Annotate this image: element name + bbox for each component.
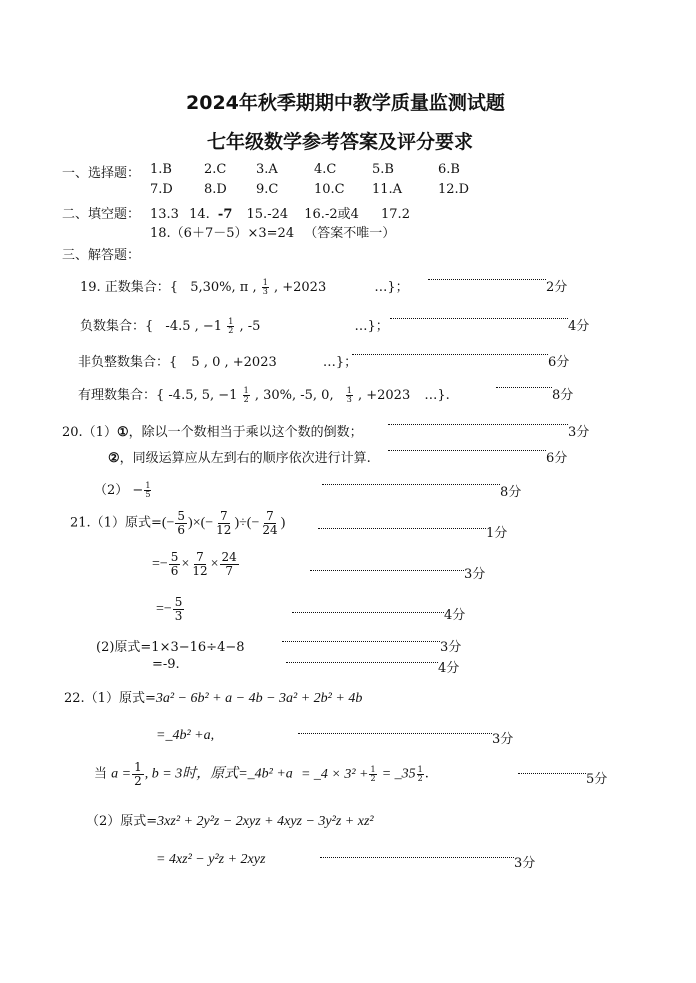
q22-s3-dots xyxy=(320,857,514,858)
q22-line1 xyxy=(64,687,362,707)
q21-line1: 21.（1）原式=(− $\frac{5}{6}$ )×(− $\frac{7}{12}$ )÷(− $\frac{7}{24}$ ) xyxy=(70,509,286,537)
q22-line2 xyxy=(156,728,214,744)
q22-expr4: = 4xz² − y²z + 2xyz xyxy=(156,852,266,867)
q19-nonneg-end: …}； xyxy=(322,355,358,370)
q22-s3-score: 3分 xyxy=(514,856,536,871)
q20-circle-2: ② xyxy=(108,451,120,466)
q21-part2-result: =-9. xyxy=(152,657,180,672)
q19-neg-tail: , -5 xyxy=(239,319,261,334)
q19-neg-end: …}； xyxy=(354,319,389,334)
choice-answer-row2-3: 9.C xyxy=(256,182,279,197)
q19-nonneg-score: 6分 xyxy=(548,355,570,370)
doc-subtitle: 七年级数学参考答案及评分要求 xyxy=(207,131,474,153)
q19-pos-score: 2分 xyxy=(546,280,568,295)
q19-nonneg-dots xyxy=(352,354,548,355)
q20-ans2-sign: − xyxy=(132,483,144,498)
choice-answer-row1-6: 6.B xyxy=(438,162,460,177)
q19-neg-label: 负数集合：{ xyxy=(80,319,154,334)
choice-answer-row1-2: 2.C xyxy=(204,162,227,177)
answer-18-note: （答案不唯一） xyxy=(304,226,396,241)
q21-s1-score: 1分 xyxy=(486,526,508,541)
q19-neg-dots xyxy=(390,318,568,319)
q20-s2-dots xyxy=(388,450,546,451)
q20-s1-dots xyxy=(388,424,568,425)
fill-answers xyxy=(150,203,410,222)
q22-part2 xyxy=(86,810,374,830)
q19-rat-frac1: $\frac{1}{2}$ xyxy=(243,386,249,404)
answer-17: 17.2 xyxy=(381,207,410,222)
q22-s2-dots xyxy=(518,773,586,774)
q21-s5-dots xyxy=(286,662,438,663)
q20-s2-score: 6分 xyxy=(546,451,568,466)
q21-line3: =− $\frac{5}{3}$ xyxy=(156,595,183,623)
q19-pos-items: 5,30%, π , xyxy=(190,280,257,295)
q22-expr3: 3xz² + 2y²z − 2xyz + 4xyz − 3y²z + xz² xyxy=(157,814,374,829)
choice-answer-row1-1: 1.B xyxy=(150,162,172,177)
answer-18-line xyxy=(150,222,395,241)
q19-pos-label: 19. 正数集合：{ xyxy=(80,280,179,295)
answer-18: 18.（6＋7－5）×3=24 xyxy=(150,226,295,241)
choice-answer-row2-4: 10.C xyxy=(314,182,345,197)
choice-answer-row2-6: 12.D xyxy=(438,182,470,197)
q20-circle-1: ① xyxy=(116,425,129,440)
q22-expr2: =_4b² +a, xyxy=(156,728,215,743)
q22-expr1: 3a² − 6b² + a − 4b − 3a² + 2b² + 4b xyxy=(155,691,363,706)
choice-answer-row1-3: 3.A xyxy=(256,162,278,177)
q19-neg-items: -4.5 , −1 xyxy=(165,319,223,334)
q19-pos-dots xyxy=(428,279,546,280)
q19-nonneg-set xyxy=(78,351,357,370)
q20-t2: ，同级运算应从左到右的顺序依次进行计算. xyxy=(119,451,371,466)
answer-13: 13.3 xyxy=(150,207,179,222)
q22-p2-label: （2）原式= xyxy=(86,814,158,829)
q20-s1-score: 3分 xyxy=(568,425,590,440)
q19-neg-score: 4分 xyxy=(568,319,590,334)
choice-answer-row2-5: 11.A xyxy=(372,182,403,197)
q20-part1 xyxy=(62,421,363,440)
q19-nonneg-items: 5 , 0 , +2023 xyxy=(191,355,277,370)
q20-s3-dots xyxy=(322,484,500,485)
q19-rat-mid: −1 xyxy=(218,388,238,403)
q21-s3-dots xyxy=(292,612,444,613)
q20-part1b xyxy=(108,447,371,466)
q19-nonneg-label: 非负整数集合：{ xyxy=(78,355,178,370)
choice-answer-row2-1: 7.D xyxy=(150,182,173,197)
q21-p1-label: 21.（1）原式= xyxy=(70,515,162,531)
q21-part2: (2)原式=1×3−16÷4−8 xyxy=(96,640,245,655)
choice-answer-row1-4: 4.C xyxy=(314,162,337,177)
q21-s4-score: 3分 xyxy=(440,640,462,655)
q22-line3: 当 a = $\frac{1}{2}$ , b = 3时，原式=_4b² +a = _4 × 3² + $\frac{1}{2}$ = _35 $\frac{1}{2}$ . xyxy=(94,760,429,788)
q19-rat-dots xyxy=(496,387,552,388)
answer-14-value: -7 xyxy=(217,207,233,222)
q22-part2-result xyxy=(156,852,265,868)
choice-answer-row2-2: 8.D xyxy=(204,182,227,197)
q19-rat-end: …}. xyxy=(424,388,450,403)
q21-s2-score: 3分 xyxy=(464,567,486,582)
q19-rat-frac2: $\frac{1}{3}$ xyxy=(346,386,352,404)
q19-rational-set xyxy=(78,384,450,404)
q19-rat-score: 8分 xyxy=(552,388,574,403)
q19-pos-end: …}； xyxy=(374,280,409,295)
q19-rat-items: , 30%, -5, 0, xyxy=(254,388,334,403)
q20-ans2-frac: $\frac{1}{5}$ xyxy=(145,481,151,499)
q22-s1-dots xyxy=(298,733,492,734)
q20-p1-label: 20.（1） xyxy=(62,425,117,440)
answer-16: 16.-2或4 xyxy=(304,207,359,222)
q22-s2-score: 5分 xyxy=(586,772,608,787)
q21-line2: =− $\frac{5}{6}$ × $\frac{7}{12}$ × $\frac{24}{7}$ xyxy=(152,550,237,578)
q21-s3-score: 4分 xyxy=(444,608,466,623)
q19-neg-frac: $\frac{1}{2}$ xyxy=(228,317,234,335)
section-fill-label: 二、填空题： xyxy=(62,207,141,222)
q19-positive-set xyxy=(80,276,409,296)
answer-14: 14. xyxy=(189,207,210,222)
q20-t1: ，除以一个数相当于乘以这个数的倒数； xyxy=(128,425,363,440)
q19-negative-set xyxy=(80,315,389,335)
q20-part2 xyxy=(94,479,152,499)
q22-s1-score: 3分 xyxy=(492,732,514,747)
q21-s5-score: 4分 xyxy=(438,661,460,676)
q19-rat-tail: , +2023 xyxy=(357,388,411,403)
q19-pos-frac: $\frac{1}{3}$ xyxy=(262,278,268,296)
q19-pos-tail: , +2023 xyxy=(273,280,327,295)
q21-s4-dots xyxy=(282,641,440,642)
doc-title: 2024年秋季期期中教学质量监测试题 xyxy=(186,92,505,114)
q22-p1-label: 22.（1）原式= xyxy=(64,691,156,706)
q22-when: 当 xyxy=(94,766,108,782)
section-choice-label: 一、选择题： xyxy=(62,166,141,181)
q19-rat-label: 有理数集合：{ -4.5, 5, xyxy=(78,388,215,403)
q21-s2-dots xyxy=(310,570,464,571)
q21-s1-dots xyxy=(318,528,486,529)
choice-answer-row1-5: 5.B xyxy=(372,162,394,177)
section-solve-label: 三、解答题： xyxy=(62,248,141,263)
q20-s3-score: 8分 xyxy=(500,485,522,500)
q20-p2-label: （2） xyxy=(94,483,129,498)
answer-15: 15.-24 xyxy=(246,207,289,222)
